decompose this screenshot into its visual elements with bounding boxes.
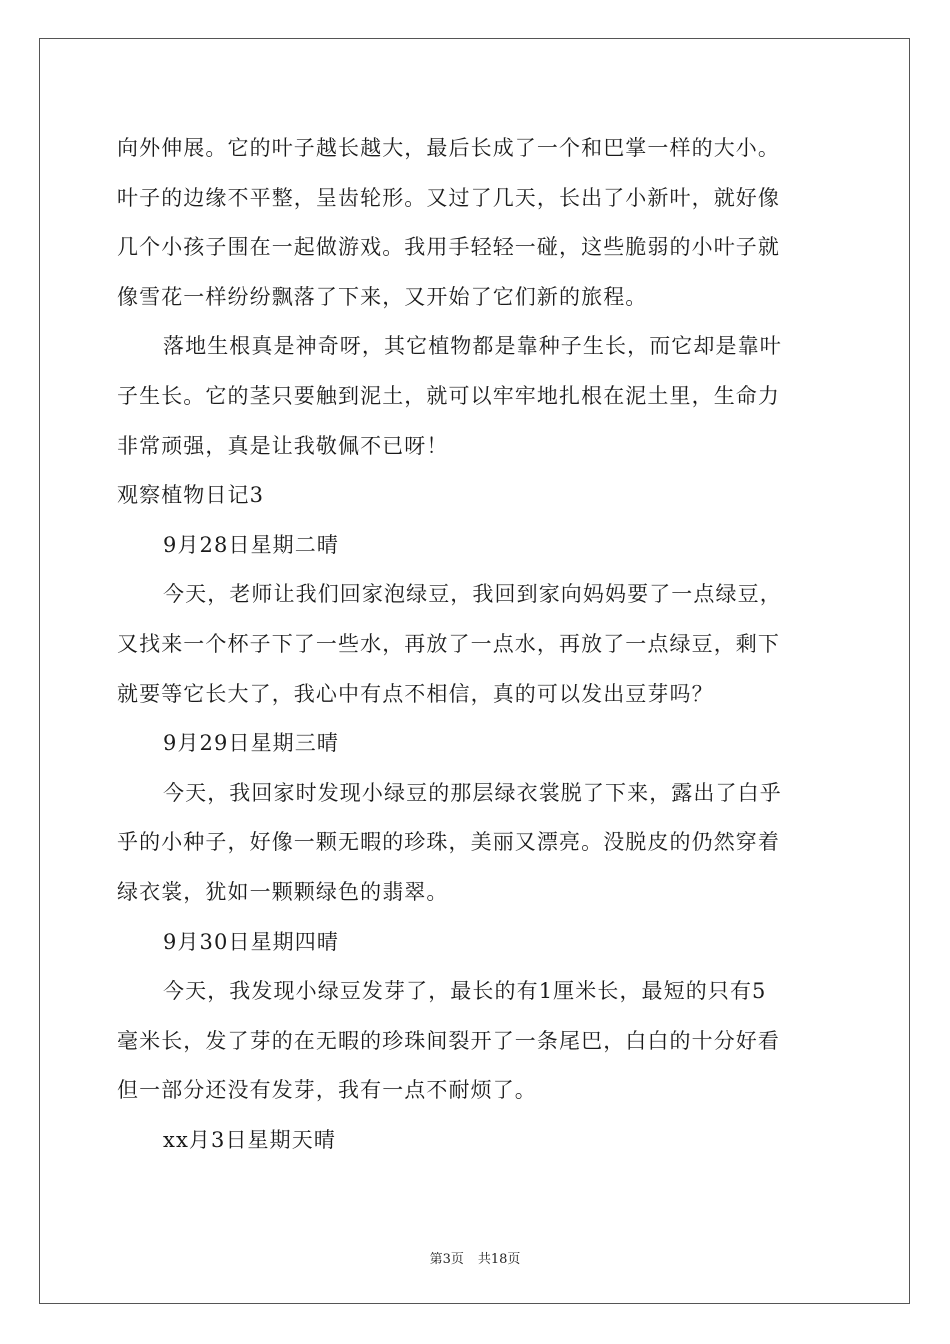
text-line: 子生长。它的茎只要触到泥土，就可以牢牢地扎根在泥土里，生命力	[117, 383, 780, 408]
text-line: 非常顽强，真是让我敬佩不已呀！	[117, 433, 449, 458]
diary-date: 9月30日星期四晴	[163, 929, 339, 954]
diary-date: xx月3日星期天晴	[163, 1127, 336, 1152]
text-line: 落地生根真是神奇呀，其它植物都是靠种子生长，而它却是靠叶	[163, 334, 782, 359]
text-line: 乎的小种子，好像一颗无暇的珍珠，美丽又漂亮。没脱皮的仍然穿着	[117, 830, 780, 855]
page-number: 第3页	[429, 1252, 464, 1267]
page-footer	[0, 1248, 950, 1267]
text-line: 向外伸展。它的叶子越长越大，最后长成了一个和巴掌一样的大小。	[117, 136, 780, 160]
text-line: 就要等它长大了，我心中有点不相信，真的可以发出豆芽吗？	[117, 681, 714, 706]
text-line: 今天，我发现小绿豆发芽了，最长的有1厘米长，最短的只有5	[163, 979, 767, 1004]
text-line: 绿衣裳，犹如一颗颗绿色的翡翠。	[117, 879, 449, 904]
text-line: 但一部分还没有发芽，我有一点不耐烦了。	[117, 1078, 537, 1103]
text-line: 像雪花一样纷纷飘落了下来，又开始了它们新的旅程。	[117, 284, 648, 309]
section-heading: 观察植物日记3	[117, 483, 265, 508]
diary-date: 9月29日星期三晴	[163, 731, 339, 756]
text-line: 几个小孩子围在一起做游戏。我用手轻轻一碰，这些脆弱的小叶子就	[117, 235, 780, 260]
text-line: 今天，老师让我们回家泡绿豆，我回到家向妈妈要了一点绿豆，	[163, 582, 782, 607]
page-total: 共18页	[477, 1252, 521, 1267]
text-line: 今天，我回家时发现小绿豆的那层绿衣裳脱了下来，露出了白乎	[163, 780, 782, 805]
document-body	[117, 124, 837, 1165]
text-line: 叶子的边缘不平整，呈齿轮形。又过了几天，长出了小新叶，就好像	[117, 185, 780, 210]
text-line: 毫米长，发了芽的在无暇的珍珠间裂开了一条尾巴，白白的十分好看	[117, 1028, 780, 1053]
text-line: 又找来一个杯子下了一些水，再放了一点水，再放了一点绿豆，剩下	[117, 631, 780, 656]
diary-date: 9月28日星期二晴	[163, 532, 339, 557]
